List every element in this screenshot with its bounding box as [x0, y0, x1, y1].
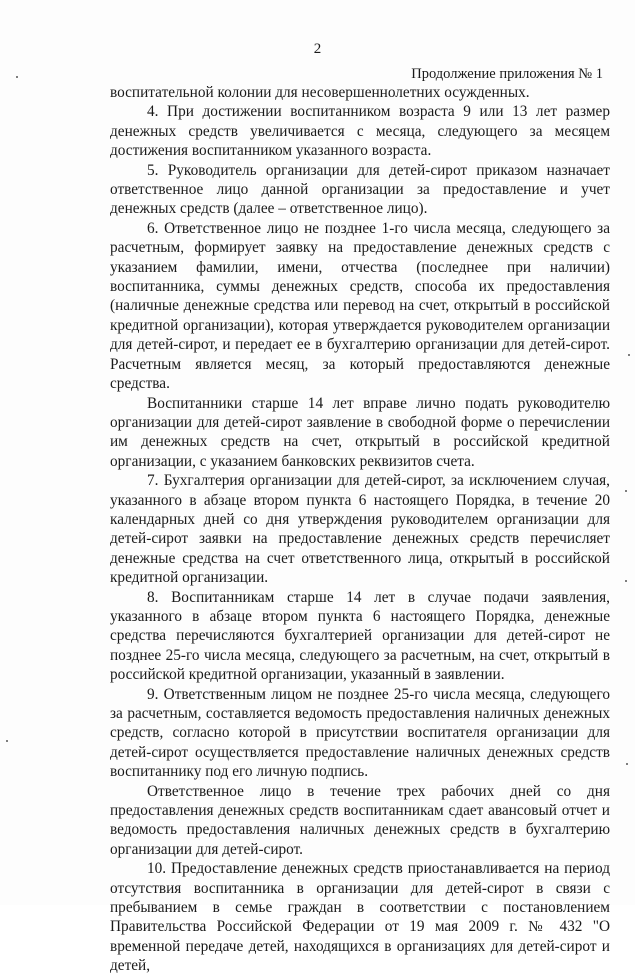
- paragraph-item-6-second-abzac: Воспитанники старше 14 лет вправе лично подать руководителю организации для детей-сирот заявление в свободной форме о перечислении им денежных средств на счет, открытый в российской кредитной организации, с указанием банковских реквизитов счета.: [110, 394, 610, 470]
- scan-speck: [625, 490, 627, 492]
- scan-speck: [626, 763, 628, 765]
- paragraph-item-6: 6. Ответственное лицо не позднее 1-го числа месяца, следующего за расчетным, формирует заявку на предоставление денежных средств с указанием фамилии, имени, отчества (последнее при наличии) воспитанника, суммы денежных средств, способа их предоставления (наличные денежные средства или перевод на счет, открытый в российской кредитной организации), которая утверждается руководителем организации для детей-сирот, и передает ее в бухгалтерию организации для детей-сирот. Расчетным является месяц, за который предоставляются денежные средства.: [110, 219, 610, 393]
- scan-speck: [625, 580, 627, 582]
- paragraph-item-7: 7. Бухгалтерия организации для детей-сирот, за исключением случая, указанного в абзаце втором пункта 6 настоящего Порядка, в течение 20 календарных дней со дня утверждения руководителем организации для детей-сирот заявки на предоставление денежных средств перечисляет денежные средства на счет ответственного лица, открытый в российской кредитной организации.: [110, 472, 610, 587]
- paragraph-item-5: 5. Руководитель организации для детей-сирот приказом назначает ответственное лицо данной организации за предоставление и учет денежных средств (далее – ответственное лицо).: [110, 161, 610, 218]
- page-number: 2: [313, 41, 322, 57]
- paragraph-item-9: 9. Ответственным лицом не позднее 25-го числа месяца, следующего за расчетным, составляется ведомость предоставления наличных денежных средств, согласно которой в присутствии воспитателя организации для детей-сирот осуществляется предоставление наличных денежных средств воспитаннику под его личную подпись.: [110, 685, 610, 781]
- paragraph-item-9-second-abzac: Ответственное лицо в течение трех рабочих дней со дня предоставления денежных средств воспитанникам сдает авансовый отчет и ведомость предоставления наличных денежных средств в бухгалтерию организации для детей-сирот.: [110, 782, 610, 858]
- paragraph-continued: воспитательной колонии для несовершеннолетних осужденных.: [110, 84, 530, 101]
- scan-speck: [16, 76, 18, 78]
- appendix-continuation-note: Продолжение приложения № 1: [411, 66, 603, 82]
- scan-speck: [628, 354, 630, 356]
- paragraph-item-8: 8. Воспитанникам старше 14 лет в случае подачи заявления, указанного в абзаце втором пункта 6 настоящего Порядка, денежные средства перечисляются бухгалтерией организации для детей-сирот не позднее 25-го числа месяца, следующего за расчетным, на счет, открытый в российской кредитной организации, указанный в заявлении.: [110, 588, 610, 684]
- paragraph-item-10: 10. Предоставление денежных средств приостанавливается на период отсутствия воспитанника в организации для детей-сирот в связи с пребыванием в семье граждан в соответствии с постановлением Правительства Российской Федерации от 19 мая 2009 г. № 432 "О временной передаче детей, находящихся в организациях для детей-сирот и детей,: [110, 860, 610, 975]
- scan-speck: [6, 740, 8, 742]
- document-body: [110, 83, 610, 976]
- paragraph-item-4: 4. При достижении воспитанником возраста 9 или 13 лет размер денежных средств увеличивается с месяца, следующего за месяцем достижения воспитанником указанного возраста.: [110, 103, 610, 160]
